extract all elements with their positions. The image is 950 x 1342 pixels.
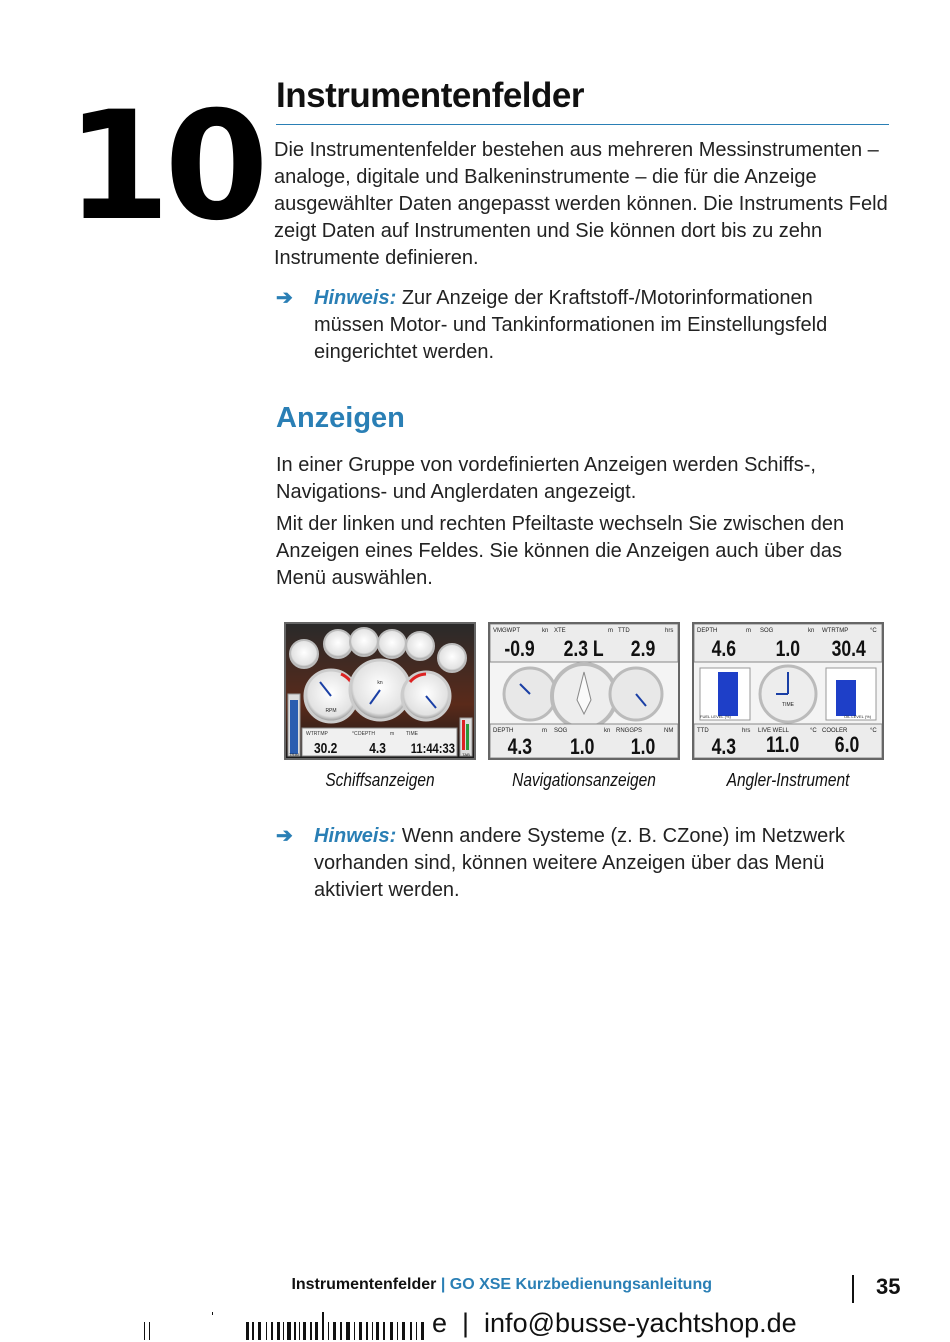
readout-unit: hrs: [742, 728, 751, 734]
readout-unit: °C: [352, 731, 358, 737]
readout-value: 2.9: [630, 637, 656, 662]
readout-label: TTD: [618, 628, 630, 634]
paragraph-line: Mit der linken und rechten Pfeiltaste wechseln Sie zwischen den: [276, 513, 845, 535]
section-paragraph-2: [276, 511, 886, 592]
readout-label: TTD: [697, 728, 709, 734]
note-line: vorhanden sind, können weitere Anzeigen über das Menü: [314, 852, 825, 874]
readout-unit: NM: [664, 728, 674, 734]
readout-unit: kn: [808, 628, 815, 634]
intro-paragraph: [274, 137, 894, 272]
readout-label: DEPTH: [493, 728, 514, 734]
chapter-number: 10: [66, 80, 263, 254]
readout-value: 11:44:33: [410, 740, 455, 757]
intro-line: Die Instrumentenfelder bestehen aus mehreren Messinstrumenten –: [274, 139, 879, 161]
section-paragraph-1: [276, 452, 886, 506]
intro-line: zeigt Daten auf Instrumenten und Sie können dort bis zu zehn: [274, 220, 823, 242]
readout-label: COOLER: [822, 728, 848, 734]
readout-value: 4.6: [711, 637, 737, 662]
readout-unit: m: [608, 628, 613, 634]
readout-unit: m: [542, 728, 547, 734]
readout-value: 30.4: [831, 637, 866, 662]
readout-label: RNGGPS: [616, 728, 643, 734]
readout-unit: hrs: [665, 628, 674, 634]
note-line: aktiviert werden.: [314, 879, 460, 901]
readout-label: SOG: [554, 728, 568, 734]
readout-value: 1.0: [570, 735, 595, 758]
angler-screen-image: [692, 622, 884, 760]
paragraph-line: Anzeigen eines Feldes. Sie können die Anzeigen auch über das: [276, 540, 842, 562]
readout-value: 1.0: [630, 735, 656, 758]
running-footer: [291, 1276, 712, 1294]
readout-value: 2.3 L: [563, 637, 604, 662]
chapter-title: Instrumentenfelder: [276, 76, 584, 115]
navigation-caption: Navigationsanzeigen: [512, 770, 656, 790]
paragraph-line: Menü auswählen.: [276, 567, 433, 589]
title-rule: [276, 124, 889, 125]
page-number: 35: [876, 1274, 901, 1299]
note-line: Wenn andere Systeme (z. B. CZone) im Netzwerk: [401, 825, 845, 847]
readout-label: XTE: [554, 628, 566, 634]
footer-divider: [852, 1275, 854, 1303]
readout-unit: °C: [870, 728, 877, 734]
intro-line: analoge, digitale und Balkeninstrumente – die für die Anzeige: [274, 166, 817, 188]
rpm-label: RPM: [325, 708, 337, 714]
tab-label: TAB: [462, 752, 470, 757]
intro-line: ausgewählter Daten angepasst werden können. Die Instruments Feld: [274, 193, 888, 215]
section-title: Anzeigen: [276, 402, 405, 434]
paragraph-line: In einer Gruppe von vordefinierten Anzeigen werden Schiffs-,: [276, 454, 816, 476]
readout-unit: °C: [810, 728, 817, 734]
contact-address: info@busse-yachtshop.de: [484, 1308, 797, 1338]
oil-level-label: OIL LEVEL (%): [844, 714, 872, 719]
readout-unit: kn: [604, 728, 611, 734]
kn-label: kn: [377, 680, 383, 686]
readout-label: DEPTH: [358, 731, 375, 737]
readout-value: 4.3: [507, 735, 533, 758]
time-label: TIME: [782, 702, 794, 708]
readout-value: 4.3: [369, 739, 386, 757]
intro-line: Instrumente definieren.: [274, 247, 479, 269]
contact-prefix: e |: [432, 1308, 485, 1338]
trim-label: TRIM: [289, 752, 299, 757]
readout-label: DEPTH: [697, 628, 718, 634]
readout-value: -0.9: [504, 637, 535, 662]
vessel-caption: Schiffsanzeigen: [325, 770, 435, 790]
readout-value: 11.0: [766, 733, 800, 758]
fuel-level-label: FUEL LEVEL (%): [700, 714, 731, 719]
readout-label: WTRTMP: [306, 731, 328, 737]
readout-unit: kn: [542, 628, 549, 634]
readout-label: LIVE WELL: [758, 728, 790, 734]
readout-label: WTRTMP: [822, 628, 849, 634]
footer-separator: |: [440, 1276, 446, 1293]
note-line: eingerichtet werden.: [314, 341, 495, 363]
note-line: Zur Anzeige der Kraftstoff-/Motorinformationen: [401, 287, 813, 309]
readout-label: VMGWPT: [493, 628, 520, 634]
note-label: Hinweis:: [314, 825, 397, 847]
footer-section: Instrumentenfelder: [291, 1276, 437, 1293]
readout-value: 4.3: [711, 735, 737, 758]
contact-email: [432, 1308, 797, 1339]
readout-value: 1.0: [775, 637, 801, 662]
readout-label: TIME: [406, 731, 418, 737]
readout-unit: m: [746, 628, 751, 634]
readout-unit: m: [390, 731, 395, 737]
vessel-screen-image: [284, 622, 476, 760]
navigation-screen-image: [488, 622, 680, 760]
readout-value: 30.2: [314, 739, 338, 757]
arrow-right-icon: ➔: [276, 825, 293, 847]
readout-value: 6.0: [834, 733, 860, 758]
readout-label: SOG: [760, 628, 774, 634]
footer-doc-title: GO XSE Kurzbedienungsanleitung: [449, 1276, 712, 1293]
readout-unit: °C: [870, 628, 877, 634]
arrow-right-icon: ➔: [276, 287, 293, 309]
paragraph-line: Navigations- und Anglerdaten angezeigt.: [276, 481, 637, 503]
note-label: Hinweis:: [314, 287, 397, 309]
note-line: müssen Motor- und Tankinformationen im Einstellungsfeld: [314, 314, 828, 336]
barcode-strip: [140, 1312, 430, 1340]
angler-caption: Angler-Instrument: [726, 770, 850, 790]
